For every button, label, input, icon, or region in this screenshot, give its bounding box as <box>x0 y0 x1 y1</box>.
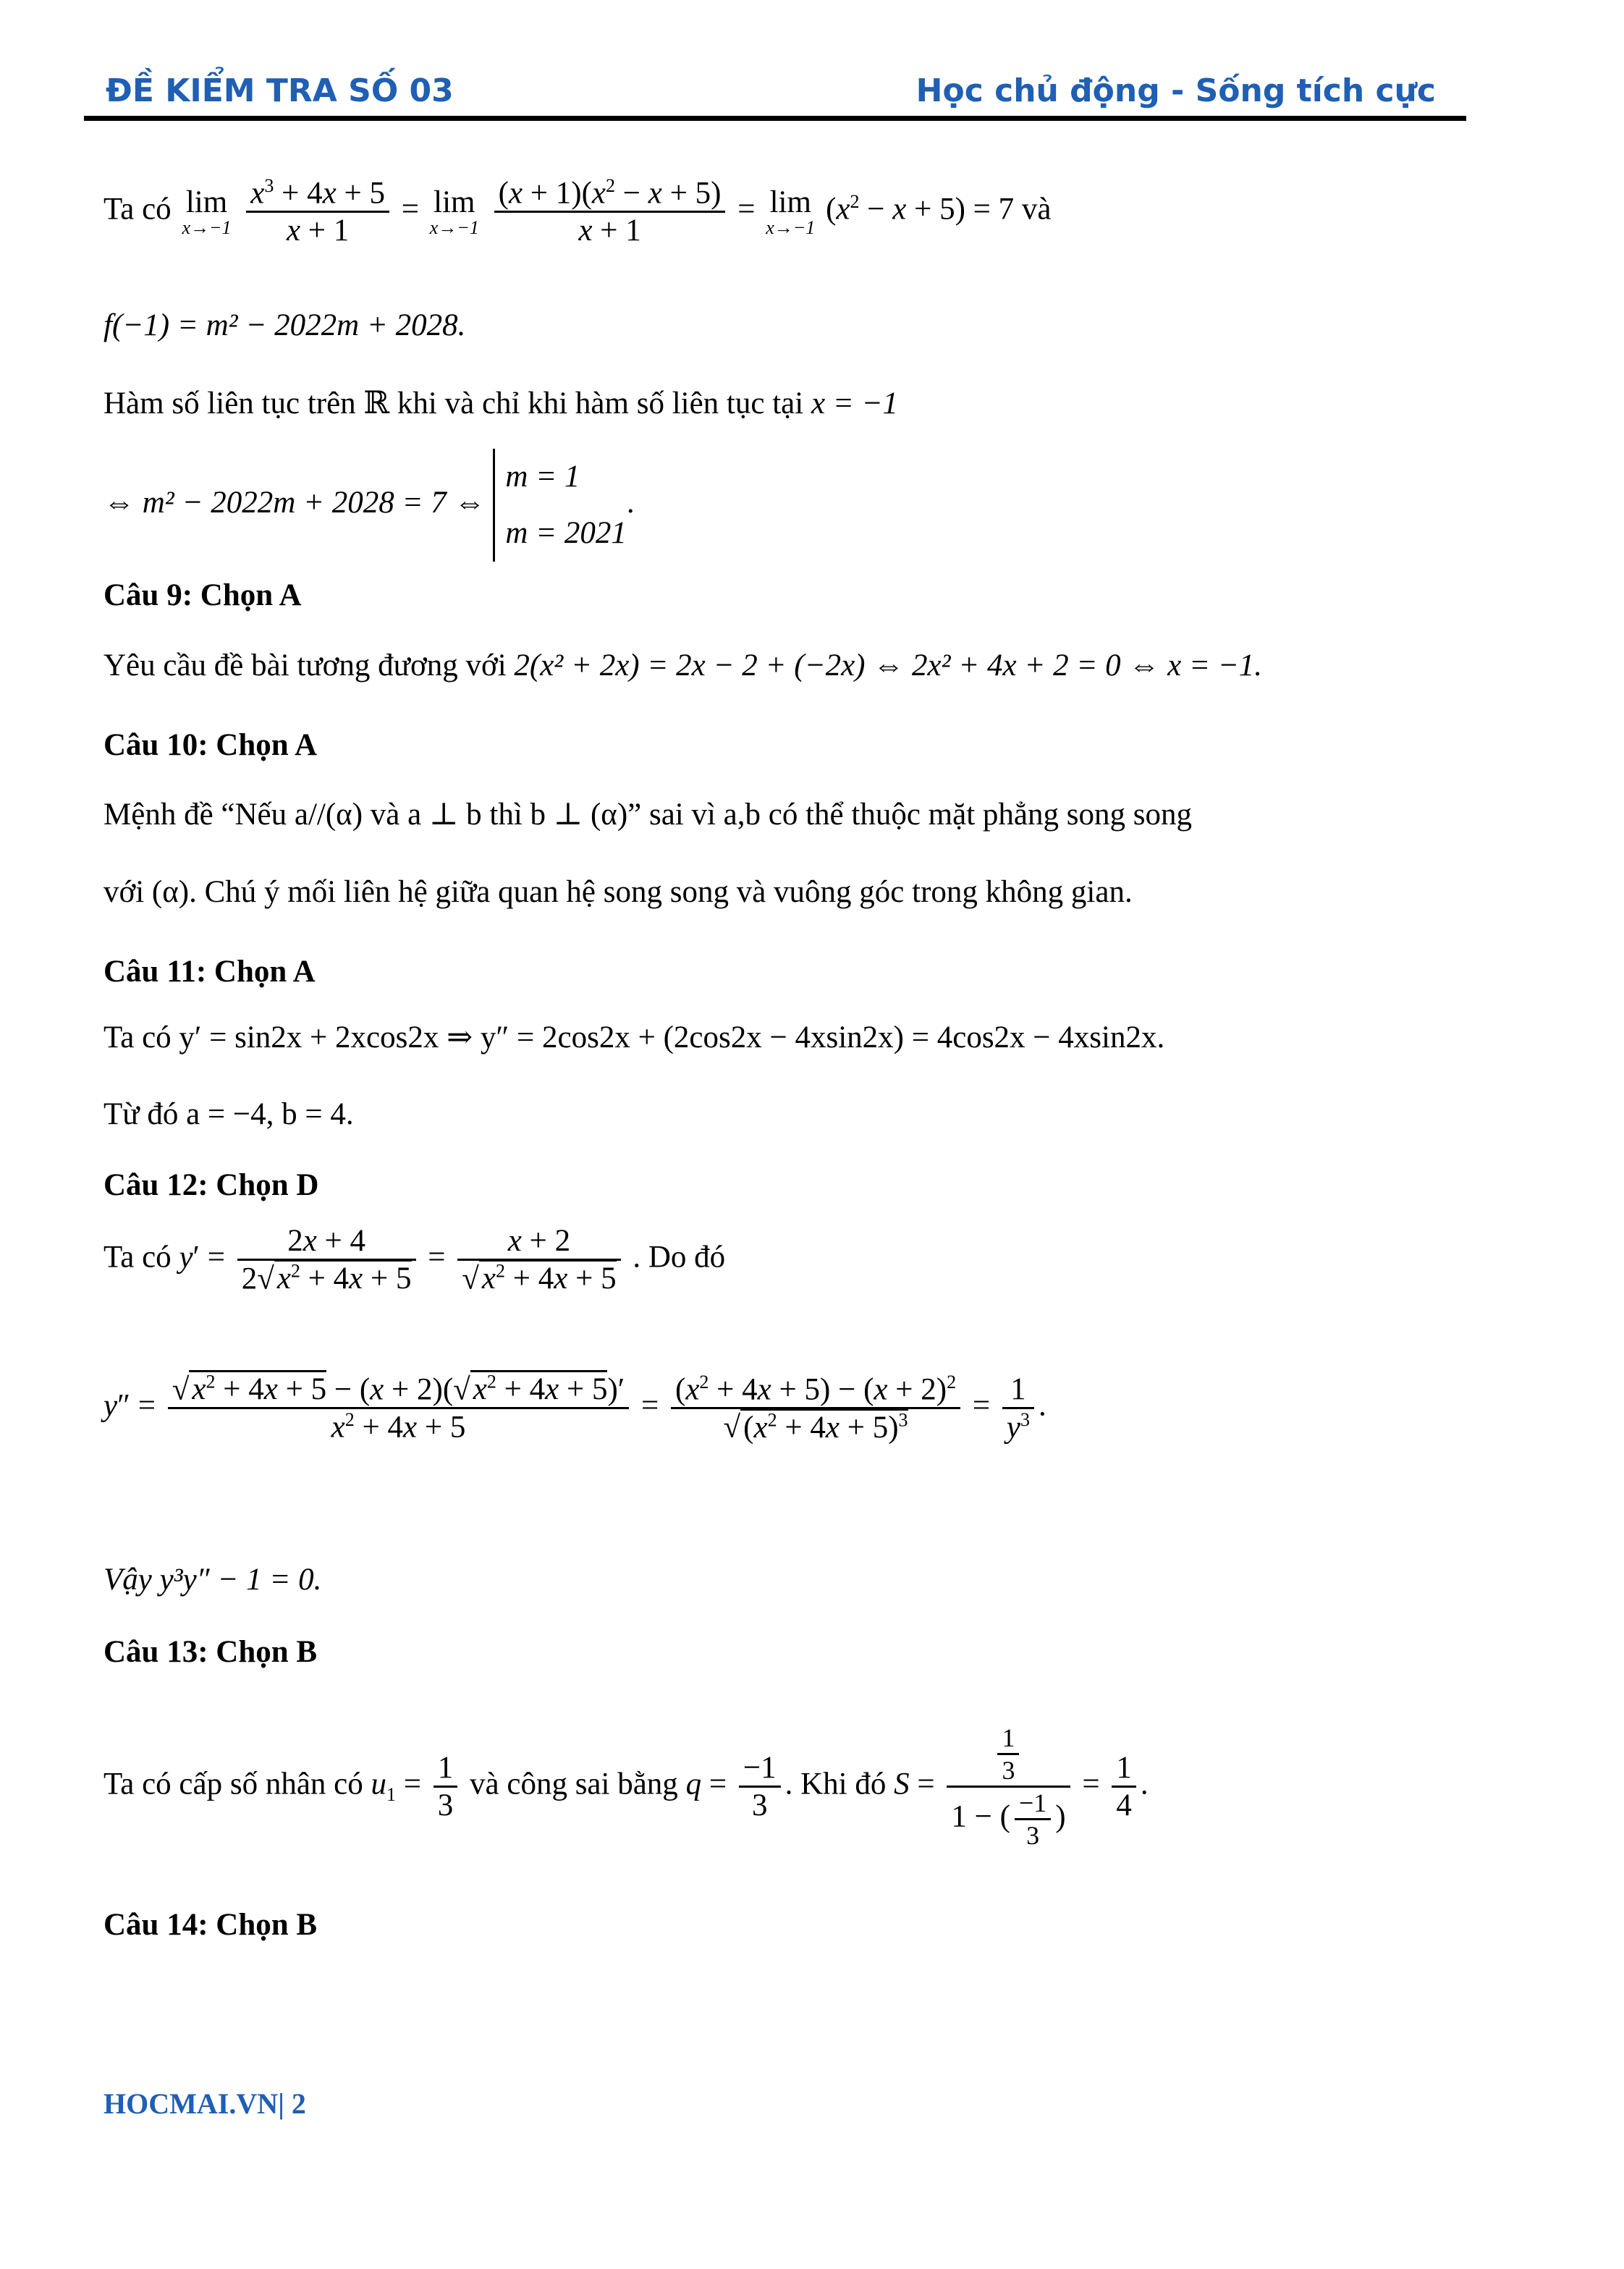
case-m-1: m = 1 <box>505 460 580 494</box>
q14-heading: Câu 14: Chọn B <box>103 1908 318 1942</box>
header-divider <box>84 116 1466 121</box>
limit-equation: Ta có lim x→−1 $\frac{x^3 + 4x + 5}{x + 1}$ = lim x→−1 $\frac{(x + 1)(x^2 - x + 5)}{x + 1}$ = lim x→−1 $(x^2 - x + 5) = 7$ và <box>103 175 1052 248</box>
lim-operator: lim x→−1 <box>766 185 816 239</box>
q9-body <box>103 648 1262 683</box>
fraction: $\frac{1}{y^3}$ <box>1002 1372 1034 1445</box>
fraction: $\frac{(x^2 + 4x + 5) - (x + 2)^2}{√(x^2 + 4x + 5)^3}$ <box>671 1372 960 1445</box>
q10-heading: Câu 10: Chọn A <box>103 728 318 762</box>
q13-body: Ta có cấp số nhân có $u_1$ = $\frac{1}{3}$ và công sai bằng q = $\frac{-1}{3}$ . Khi đó S = $\frac{1}{3}$ 1 − ( $\frac{-1}{3}$ ) = $\frac{1}{4}$ . <box>103 1723 1149 1850</box>
q11-line-1: Ta có y′ = sin2x + 2xcos2x ⇒ y″ = 2cos2x + (2cos2x − 4xsin2x) = 4cos2x − 4xsin2x. <box>103 1021 1165 1055</box>
q12-conclusion: Vậy y³y″ − 1 = 0. <box>103 1563 322 1597</box>
page-header <box>94 72 1469 116</box>
slogan: Học chủ động - Sống tích cực <box>915 72 1436 109</box>
solve-m-equation: ⇔ m² − 2022m + 2028 = 7 ⇔ m = 1 m = 2021 . <box>103 449 635 562</box>
fraction: $\frac{x + 2}{√x^2 + 4x + 5}$ <box>457 1223 620 1296</box>
q9-math: 2(x² + 2x) = 2x − 2 + (−2x) ⇔ 2x² + 4x + 2 = 0 ⇔ x = −1. <box>514 648 1262 683</box>
q13-text-3: . Khi đó <box>784 1767 887 1801</box>
lim-operator: lim x→−1 <box>182 185 232 239</box>
fraction: $\frac{-1}{3}$ <box>739 1750 781 1823</box>
fraction: $\frac{x^3 + 4x + 5}{x + 1}$ <box>246 175 389 248</box>
q12-heading: Câu 12: Chọn D <box>103 1168 319 1202</box>
solution-system <box>493 449 627 562</box>
q9-text: Yêu cầu đề bài tương đương với <box>103 648 507 683</box>
q11-line-2: Từ đó a = −4, b = 4. <box>103 1097 354 1131</box>
continuity-text: Hàm số liên tục trên ℝ khi và chỉ khi hàm số liên tục tại <box>103 386 804 421</box>
q9-heading: Câu 9: Chọn A <box>103 578 302 612</box>
lim-operator: lim x→−1 <box>429 185 479 239</box>
fraction: $\frac{1}{3}$ 1 − ( $\frac{-1}{3}$ ) <box>947 1723 1070 1851</box>
page-footer: HOCMAI.VN| 2 <box>103 2087 306 2120</box>
f-value-equation: f(−1) = m² − 2022m + 2028. <box>103 308 466 342</box>
q10-line-1: Mệnh đề “Nếu a//(α) và a ⊥ b thì b ⊥ (α)” sai vì a,b có thể thuộc mặt phẳng song song <box>103 798 1192 832</box>
q13-text-1: Ta có cấp số nhân có <box>103 1767 363 1801</box>
continuity-point: x = −1 <box>811 386 899 421</box>
text-do-do: . Do đó <box>633 1240 726 1275</box>
q13-heading: Câu 13: Chọn B <box>103 1635 318 1669</box>
q10-line-2: với (α). Chú ý mối liên hệ giữa quan hệ song song và vuông góc trong không gian. <box>103 875 1133 909</box>
fraction: $\frac{1}{3}$ <box>434 1750 458 1823</box>
fraction: $\frac{(x + 1)(x^2 - x + 5)}{x + 1}$ <box>494 175 726 248</box>
q13-text-2: và công sai bằng <box>470 1767 678 1801</box>
continuity-statement <box>103 385 898 421</box>
fraction: $\frac{2x + 4}{2√x^2 + 4x + 5}$ <box>237 1223 416 1296</box>
text-ta-co: Ta có <box>103 192 172 227</box>
q11-heading: Câu 11: Chọn A <box>103 955 316 989</box>
exam-title: ĐỀ KIỂM TRA SỐ 03 <box>106 72 454 109</box>
case-m-2021: m = 2021 <box>505 516 627 550</box>
q12-first-derivative: Ta có y′ = $\frac{2x + 4}{2√x^2 + 4x + 5}$ = $\frac{x + 2}{√x^2 + 4x + 5}$ . Do đó <box>103 1224 726 1296</box>
equation-left: ⇔ m² − 2022m + 2028 = 7 ⇔ <box>103 485 486 520</box>
fraction: $\frac{1}{4}$ <box>1112 1750 1136 1823</box>
text-ta-co: Ta có <box>103 1240 172 1275</box>
text-va: và <box>1021 192 1052 227</box>
fraction: $\frac{√x^2 + 4x + 5 - (x + 2)(√x^2 + 4x + 5)'}{x^2 + 4x + 5}$ <box>168 1372 629 1445</box>
q12-second-derivative: y″ = $\frac{√x^2 + 4x + 5 - (x + 2)(√x^2 + 4x + 5)'}{x^2 + 4x + 5}$ = $\frac{(x^2 + 4x + 5) - (x + 2)^2}{√(x^2 + 4x + 5)^3}$ = $\frac{1}{y^3}$ . <box>103 1372 1046 1445</box>
